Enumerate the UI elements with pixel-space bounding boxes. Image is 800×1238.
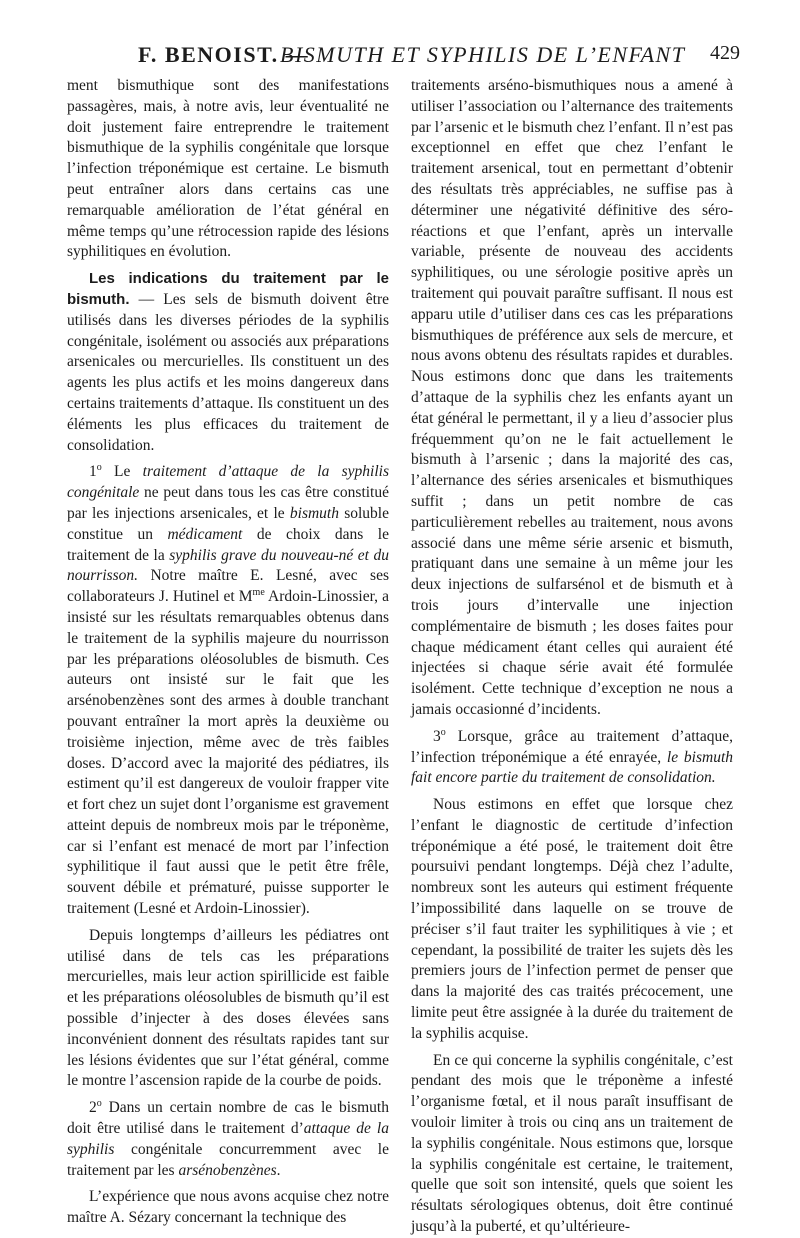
header-author: F. BENOIST. — — [138, 42, 310, 67]
header-title: BISMUTH ET SYPHILIS DE L’ENFANT — [280, 42, 686, 67]
text-run: Notre maître E. Lesné, avec ses collaborateurs J. Hutinel et M — [67, 567, 389, 606]
paragraph-concurrent — [67, 1098, 389, 1181]
italic-run: médicament — [167, 525, 243, 543]
italic-run: bismuth — [289, 504, 339, 522]
text-run: de choix dans le traitement de la — [67, 525, 389, 564]
list-number-sup: o — [440, 726, 446, 738]
left-column — [67, 76, 389, 1229]
list-number: 1 — [89, 463, 97, 481]
italic-run: traitement d’attaque de la syphilis congénitale — [67, 463, 389, 502]
text-run: Le — [101, 463, 143, 481]
paragraph: traitements arséno-bismuthiques nous a amené à utiliser l’association ou l’alternance des traitements par l’arsenic et le bismuth chez l’enfant. Il n’est pas exceptionnel en effet que chez l’enfant le traitement arsenical, tout en permettant d’obtenir des résultats très appréciables, ne suffise pas à déterminer une négativité définitive des séro-réactions et que l’enfant, après un intervalle variable, présente de nouveau des accidents syphilitiques, ou une sérologie positive après un traitement qui pouvait paraître suffisant. Il nous est apparu utile d’utiliser dans ces cas les préparations bismuthiques de préférence aux sels de mercure, et nous avons obtenu des résultats rapides et durables. Nous estimons donc que dans les traitements d’attaque de la syphilis chez les enfants ayant un état général le permettant, il y a lieu d’associer plus fréquemment qu’on ne le fait actuellement le bismuth à l’arsenic ; dans la majorité des cas, l’alternance des séries arsenicales et bismuthiques suffit ; dans un petit nombre de cas particulièrement rebelles au traitement, nous avons associé dans une même série arsenic et bismuth, pratiquant dans une semaine à un même jour les deux injections de sulfarsénol et de bismuth et à trois jours d’intervalle une injection complémentaire de bismuth ; les doses faites pour chaque médicament étant celles qui auraient été injectées si chaque série avait été formulée isolément. Cette technique d’exception ne nous a jamais occasionné d’incidents. — [411, 77, 733, 718]
paragraph-indications — [67, 269, 389, 456]
paragraph-text: — Les sels de bismuth doivent être utilisés dans les diverses périodes de la syphilis congénitale, isolément ou associés aux préparations arsenicales ou mercurielles. Ils constituent un des agents les plus actifs et les moins dangereux dans certains traitements d’attaque. Ils constituent un des éléments les plus efficaces du traitement de consolidation. — [67, 290, 389, 454]
text-run: congénitale concurremment avec le traitement par les — [67, 1140, 389, 1179]
paragraph: En ce qui concerne la syphilis congénitale, c’est pendant des mois que le tréponème a infesté l’organisme fœtal, et il nous paraît insuffisant de vouloir limiter à trois ou cinq ans un traitement de la syphilis congénitale. Nous estimons que, lorsque la syphilis congénitale est certaine, le traitement, quelle que soit son intensité, quels que soient les résultats sérologiques obtenus, doit être continué jusqu’à la puberté, et qu’ultérieure- — [411, 1051, 733, 1236]
right-column — [411, 76, 733, 1238]
paragraph: Nous estimons en effet que lorsque chez l’enfant le diagnostic de certitude d’infection tréponémique a été posé, le traitement doit être poursuivi pendant longtemps. Déjà chez l’adulte, nombreux sont les auteurs qui estiment fréquente l’impossibilité dans laquelle on se trouve de préciser s’il faut traiter les syphilitiques à vie ; et cependant, la possibilité de traiter les sujets dès les premiers jours de l’infection permet de penser que dans la majorité des cas traités précocement, une limite peut être assignée à la durée du traitement de la syphilis acquise. — [411, 796, 733, 1042]
superscript: me — [252, 586, 265, 598]
italic-run: attaque de la syphilis — [67, 1120, 389, 1158]
text-run: ne peut dans tous les cas être constitué par les injections arsenicales, et le — [67, 484, 389, 522]
text-run: soluble constitue un — [67, 504, 389, 543]
list-number-sup: o — [96, 462, 102, 474]
text-run: Lorsque, grâce au traitement d’attaque, l’infection tréponémique a été enrayée, — [411, 727, 733, 766]
paragraph: L’expérience que nous avons acquise chez notre maître A. Sézary concernant la technique des — [67, 1188, 389, 1227]
list-number: 3 — [433, 727, 441, 745]
list-number: 2 — [89, 1099, 97, 1117]
paragraph-consolidation — [411, 727, 733, 789]
italic-run: le bismuth fait encore partie du traitement de consolidation. — [411, 748, 734, 787]
paragraph: Depuis longtemps d’ailleurs les pédiatres ont utilisé dans de tels cas les préparations mercurielles, mais leur action spirillicide est faible et les préparations oléosolubles de bismuth qu’il est possible d’injecter à des doses élevées sans inconvénient donnent des résultats rapides tant sur les lésions évidentes que sur l’état général, comme le montre l’ascension rapide de la courbe de poids. — [67, 926, 389, 1090]
paragraph: ment bismuthique sont des manifestations passagères, mais, à notre avis, leur éventualité ne doit justement faire entreprendre le traitement bismuthique de la syphilis congénitale que lorsque l’infection tréponémique est certaine. Le bismuth peut entraîner alors dans certains cas une remarquable amélioration de l’état général en même temps qu’une rétrocession rapide des lésions syphilitiques en évolution. — [67, 77, 389, 261]
paragraph-attaque — [67, 462, 389, 920]
text-run: Dans un certain nombre de cas le bismuth doit être utilisé dans le traitement d’ — [67, 1099, 389, 1138]
italic-run: arsénobenzènes — [178, 1161, 277, 1179]
text-run: Ardoin-Linossier, a insisté sur les résultats remarquables obtenus dans le traitement de la syphilis majeure du nourrisson par les préparations oléosolubles de bismuth. Ces auteurs ont insisté sur le fait que les arsénobenzènes sont des armes à double tranchant pouvant entraîner la mort après la deuxième ou troisième injection, même avec de très faibles doses. D’accord avec la majorité des pédiatres, ils estiment qu’il est dangereux de vouloir frapper vite et fort chez un sujet dont l’organisme est gravement atteint depuis de nombreux mois par le tréponème, car si l’enfant est menacé de mort par l’infection syphilitique il faut aussi que le petit être frêle, souvent débile et prématuré, puisse supporter le traitement (Lesné et Ardoin-Linossier). — [67, 588, 389, 918]
list-number-sup: o — [96, 1098, 102, 1110]
italic-run: syphilis grave du nouveau-né et du nourrisson. — [67, 546, 390, 585]
section-heading: Les indications du traitement par le bismuth. — [67, 270, 389, 308]
running-header — [66, 34, 740, 70]
page-number: 429 — [710, 42, 740, 64]
text-run: . — [276, 1161, 281, 1179]
